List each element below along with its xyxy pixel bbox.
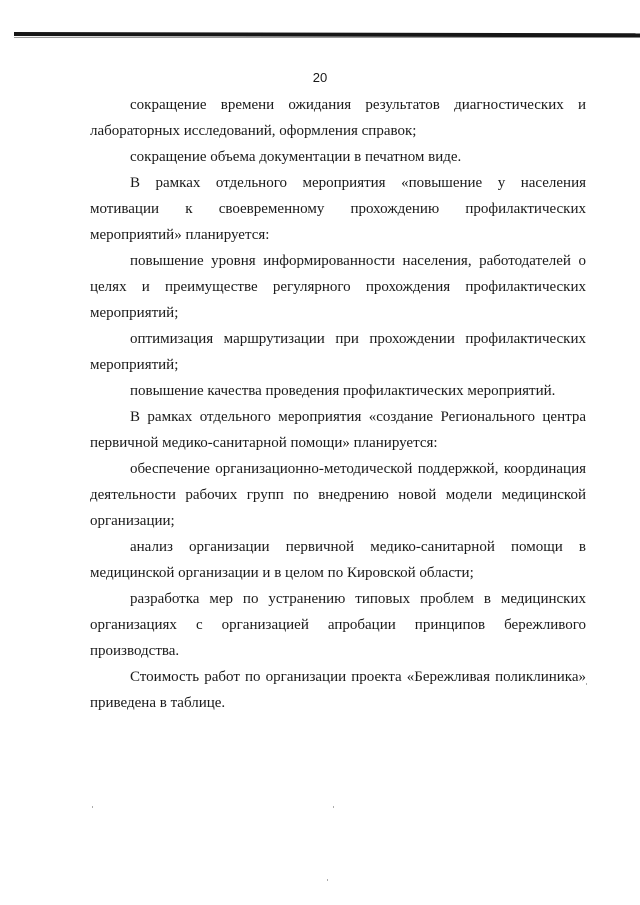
paragraph-9: анализ организации первичной медико-санитарной помощи в медицинской организации и в целом по Кировской области; bbox=[90, 539, 586, 581]
paragraph-10: разработка мер по устранению типовых проблем в медицинских организациях с организацией апробации принципов бережливого производства. bbox=[90, 591, 586, 659]
document-body bbox=[90, 92, 586, 716]
paragraph-3: В рамках отдельного мероприятия «повышение у населения мотивации к своевременному прохождению профилактических мероприятий» планируется: bbox=[90, 175, 586, 243]
scan-speck bbox=[333, 806, 334, 808]
paragraph-6: повышение качества проведения профилактических мероприятий. bbox=[130, 383, 556, 399]
paragraph-2: сокращение объема документации в печатном виде. bbox=[130, 149, 462, 165]
scan-speck bbox=[92, 806, 93, 808]
scan-speck bbox=[586, 683, 587, 685]
scan-edge-shadow bbox=[14, 37, 640, 38]
paragraph-5: оптимизация маршрутизации при прохождении профилактических мероприятий; bbox=[90, 331, 586, 373]
paragraph-7: В рамках отдельного мероприятия «создание Регионального центра первичной медико-санитарной помощи» планируется: bbox=[90, 409, 586, 451]
paragraph-11: Стоимость работ по организации проекта «Бережливая поликлиника» приведена в таблице. bbox=[90, 669, 586, 711]
paragraph-1: сокращение времени ожидания результатов диагностических и лабораторных исследований, оформления справок; bbox=[90, 97, 586, 139]
paragraph-4: повышение уровня информированности населения, работодателей о целях и преимуществе регулярного прохождения профилактических мероприятий; bbox=[90, 253, 586, 321]
scan-speck bbox=[327, 879, 328, 881]
page-number: 20 bbox=[312, 70, 328, 85]
paragraph-8: обеспечение организационно-методической поддержкой, координация деятельности рабочих групп по внедрению новой модели медицинской организации; bbox=[90, 461, 586, 529]
